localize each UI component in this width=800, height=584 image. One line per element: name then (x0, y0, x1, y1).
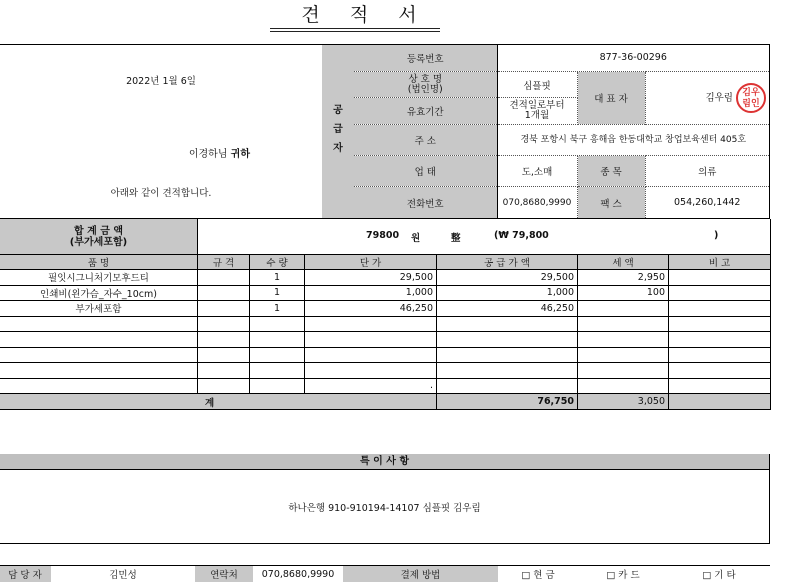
remarks-text: 하나은행 910-910194-14107 심플핏 김우림 (288, 503, 481, 514)
item-unit-price: 1,000 (305, 285, 437, 301)
quote-date: 2022년 1월 6일 (126, 76, 196, 87)
item-supply-amount (437, 316, 578, 332)
sum-label: 계 (0, 394, 437, 410)
sum-row (0, 394, 771, 410)
contact-value: 070,8680,9990 (261, 568, 335, 580)
col-supply: 공 급 가 액 (437, 255, 578, 270)
item-tax: 2,950 (578, 270, 669, 286)
item-name (0, 347, 198, 363)
item-qty (250, 316, 305, 332)
sum-note (669, 394, 771, 410)
biz-item-label: 종 목 (577, 156, 645, 187)
item-spec (198, 363, 250, 379)
table-row (0, 270, 771, 286)
company-value: 심플핏 (497, 71, 577, 97)
recipient (0, 145, 250, 160)
side-char-3: 자 (333, 143, 343, 154)
item-spec (198, 332, 250, 348)
item-note (669, 378, 771, 394)
biz-type-label: 업 태 (354, 156, 497, 187)
item-note (669, 332, 771, 348)
recipient-honorific: 귀하 (230, 149, 250, 160)
item-spec (198, 347, 250, 363)
biz-type-value: 도,소매 (497, 156, 577, 187)
total-amount-cell (198, 219, 771, 255)
rep-label: 대 표 자 (577, 71, 645, 124)
item-supply-amount (437, 347, 578, 363)
validity-label: 유효기간 (354, 98, 497, 124)
item-name (0, 332, 198, 348)
item-tax (578, 301, 669, 317)
table-row (0, 316, 771, 332)
intro-text: 아래와 같이 견적합니다. (110, 188, 212, 199)
item-unit-price (305, 316, 437, 332)
item-qty (250, 347, 305, 363)
item-name: 부가세포함 (0, 301, 198, 317)
item-tax (578, 316, 669, 332)
payment-other-checkbox[interactable]: □ 기 타 (702, 570, 736, 581)
remarks-block (0, 454, 770, 544)
item-spec (198, 285, 250, 301)
item-unit-price: . (305, 378, 437, 394)
item-supply-amount: 29,500 (437, 270, 578, 286)
recipient-area (0, 45, 323, 218)
validity-value: 견적일로부터 1개월 (497, 98, 577, 124)
reg-value: 877-36-00296 (497, 45, 769, 71)
item-spec (198, 378, 250, 394)
fax-label: 팩 스 (577, 187, 645, 218)
item-name (0, 316, 198, 332)
item-unit-price (305, 363, 437, 379)
total-label: 합 계 금 액 (부가세포함) (0, 219, 198, 255)
table-row (0, 363, 771, 379)
item-spec (198, 316, 250, 332)
item-tax (578, 332, 669, 348)
company-label: 상 호 명 (법인명) (354, 71, 497, 97)
item-note (669, 316, 771, 332)
item-supply-amount (437, 378, 578, 394)
item-supply-amount (437, 363, 578, 379)
table-row (0, 301, 771, 317)
col-unit: 단 가 (305, 255, 437, 270)
col-qty: 수 량 (250, 255, 305, 270)
remarks-label: 특 이 사 항 (0, 454, 769, 470)
item-qty: 1 (250, 301, 305, 317)
total-amount-paren: (₩ 79,800 (494, 230, 549, 241)
title-underline (270, 28, 440, 29)
document-title: 견 적 서 (301, 4, 429, 26)
item-note (669, 363, 771, 379)
sum-supply: 76,750 (437, 394, 578, 410)
col-tax: 세 액 (578, 255, 669, 270)
item-unit-price (305, 332, 437, 348)
recipient-name: 이경하님 (188, 149, 228, 160)
item-tax (578, 363, 669, 379)
item-tax (578, 378, 669, 394)
manager-value: 김민성 (109, 570, 137, 581)
item-qty: 1 (250, 285, 305, 301)
col-name: 품 명 (0, 255, 198, 270)
rep-cell (645, 71, 769, 124)
item-unit-price (305, 347, 437, 363)
item-supply-amount: 1,000 (437, 285, 578, 301)
item-name (0, 378, 198, 394)
address-value: 경북 포항시 북구 흥해읍 한동대학교 창업보육센터 405호 (497, 124, 769, 155)
item-unit-price: 46,250 (305, 301, 437, 317)
table-row (0, 285, 771, 301)
item-qty (250, 378, 305, 394)
close-paren: ) (714, 230, 719, 241)
item-note (669, 270, 771, 286)
col-note: 비 고 (669, 255, 771, 270)
item-note (669, 347, 771, 363)
table-row (0, 378, 771, 394)
header-block (0, 44, 770, 219)
item-note (669, 301, 771, 317)
table-row (0, 347, 771, 363)
item-spec (198, 301, 250, 317)
phone-label: 전화번호 (354, 187, 497, 218)
address-label: 주 소 (354, 124, 497, 155)
reg-label: 등록번호 (354, 45, 497, 71)
payment-cash-checkbox[interactable]: □ 현 금 (521, 570, 555, 581)
biz-item-value: 의류 (645, 156, 769, 187)
items-header-row (0, 255, 771, 270)
item-name: 인쇄비(왼가슴_자수_10cm) (0, 285, 198, 301)
item-qty (250, 332, 305, 348)
payment-label: 결제 방법 (343, 566, 498, 583)
table-row (0, 332, 771, 348)
total-amount: 79800 (366, 230, 400, 241)
items-table (0, 255, 771, 410)
phone-value: 070,8680,9990 (497, 187, 577, 218)
item-qty (250, 363, 305, 379)
item-supply-amount (437, 332, 578, 348)
jeong-label: 整 (451, 233, 461, 244)
item-tax (578, 347, 669, 363)
item-tax: 100 (578, 285, 669, 301)
seal-stamp: 김우 림인 (736, 83, 766, 113)
title-underline-double (270, 31, 440, 32)
item-supply-amount: 46,250 (437, 301, 578, 317)
contact-label: 연락처 (195, 566, 253, 583)
col-spec: 규 격 (198, 255, 250, 270)
item-name (0, 363, 198, 379)
item-spec (198, 270, 250, 286)
total-amount-row (0, 219, 771, 255)
supplier-table (354, 45, 769, 218)
item-name: 필잇시그니처기모후드티 (0, 270, 198, 286)
won-label: 원 (411, 233, 421, 244)
item-note (669, 285, 771, 301)
item-unit-price: 29,500 (305, 270, 437, 286)
side-char-1: 공 (333, 105, 343, 116)
supplier-side-label (322, 45, 355, 218)
manager-label: 담 당 자 (0, 566, 51, 583)
footer-row (0, 565, 770, 582)
rep-value: 김우림 (705, 92, 733, 104)
fax-value: 054,260,1442 (674, 197, 741, 209)
sum-tax: 3,050 (578, 394, 669, 410)
payment-card-checkbox[interactable]: □ 카 드 (606, 570, 640, 581)
item-qty: 1 (250, 270, 305, 286)
side-char-2: 급 (333, 124, 343, 135)
